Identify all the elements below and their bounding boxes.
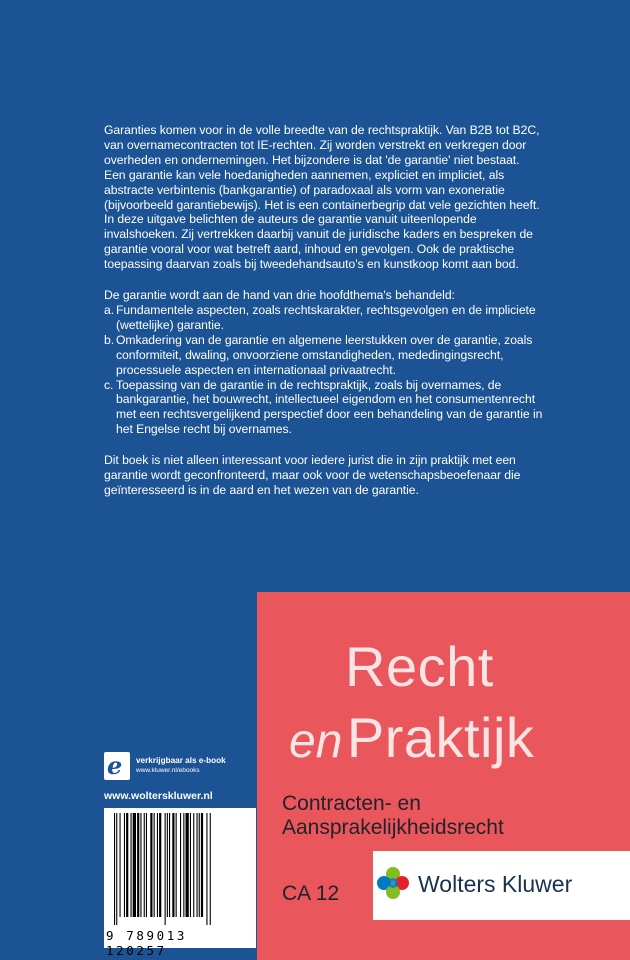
series-panel [257,592,630,960]
series-title-recht: Recht [345,635,494,698]
subject-line-2: Aansprakelijkheidsrecht [282,816,504,839]
barcode-bar [144,813,145,917]
theme-item [104,303,544,333]
barcode-bar [140,813,141,917]
barcode-bar [172,813,174,917]
ebook-availability: verkrijgbaar als e-book [136,756,226,765]
theme-text: Toepassing van de garantie in de rechtspraktijk, zoals bij overnames, de bankgarantie, het bouwrecht, intellectueel eigendom en het consumentenrecht met een rechtsvergelijkend perspectief door een behandeling van de garantie in het Engelse recht bij overnames. [116,377,543,437]
blurb-closing: Dit boek is niet alleen interessant voor iedere jurist die in zijn praktijk met een garantie wordt geconfronteerd, maar ook voor de wetenschapsbeoefenaar die geïnteresseerd is in de aard en het wezen van de garantie. [104,453,521,497]
barcode-bar [193,813,194,917]
barcode-bar [190,813,191,917]
barcode-bar [197,813,198,917]
theme-label: a. [104,302,115,317]
publisher-logo-box [373,851,630,920]
barcode-bar [180,813,181,917]
theme-item [104,378,544,438]
barcode-bar [206,813,207,925]
theme-label: b. [104,332,115,347]
subject-title [282,792,504,840]
series-title-en: en [289,715,343,768]
blurb-intro: Garanties komen voor in de volle breedte van de rechtspraktijk. Van B2B tot B2C, van overnamecontracten tot IE-rechten. Zij worden verstrekt en verkregen door overheden en ondernemingen. Het bijzondere is dat 'de garantie' niet bestaat. Een garantie kan vele hoedanigheden aannemen, expliciet en impliciet, als abstracte verbintenis (bankgarantie) of paradoxaal als vorm van exoneratie (bijvoorbeeld garantiebewijs). Het is een containerbegrip dat vele gezichten heeft. In deze uitgave belichten de auteurs de garantie vanuit uiteenlopende invalshoeken. Zij vertrekken daarbij vanuit de juridische kaders en bespreken de garantie vooral voor wat betreft aard, inhoud en gevolgen. Ook de praktische toepassing daarvan zoals bij tweedehandsauto's en kunstkoop komt aan bod. [104,123,540,272]
barcode-bar [201,813,203,917]
theme-text: Fundamentele aspecten, zoals rechtskarakter, rechtsgevolgen en de impliciete (wettelijke) garantie. [116,302,536,332]
theme-item [104,333,544,378]
volume-code: CA 12 [282,882,340,905]
barcode-bar [176,813,177,917]
barcode-bar [120,813,121,917]
barcode-bar [124,813,125,917]
barcode-bars [114,813,246,925]
barcode-bar [150,813,152,917]
theme-text: Omkadering van de garantie en algemene leerstukken over de garantie, zoals conformiteit, dwaling, onvoorziene omstandigheden, mededingingsrecht, processuele aspecten en internationaal privaatrecht. [116,332,533,377]
barcode-bar [146,813,147,917]
barcode-bar [165,813,166,925]
series-title-praktijk: Praktijk [346,706,535,769]
publisher-website: www.wolterskluwer.nl [104,790,213,802]
isbn-barcode [104,808,256,958]
publisher-name: Wolters Kluwer [418,871,573,897]
themes-intro: De garantie wordt aan de hand van drie hoofdthema's behandeld: [104,288,455,303]
ebook-notice [104,752,254,780]
ebook-icon [104,752,130,780]
barcode-bar [154,813,155,917]
barcode-digits: 9 789013 120257 [106,928,188,958]
barcode-bar [186,813,189,917]
barcode-bar [114,813,115,925]
themes-list [104,303,544,437]
barcode-bar [133,813,136,917]
series-title-line2 [289,705,534,770]
barcode-bar [126,813,128,917]
back-cover-blurb [104,123,544,514]
barcode-bar [137,813,139,917]
theme-label: c. [104,377,114,392]
barcode-bar [210,813,211,925]
barcode-bar [169,813,170,917]
ebook-icon-letter: e [107,751,123,780]
barcode-bar [116,813,117,925]
barcode-bar [131,813,132,917]
barcode-bar [199,813,200,917]
barcode-bar [167,813,168,917]
barcode-bar [183,813,184,917]
barcode-bar [157,813,158,917]
barcode-bar [159,813,161,917]
wolters-kluwer-logo-icon [373,861,413,909]
subject-line-1: Contracten- en [282,792,421,815]
ebook-url: www.kluwer.nl/ebooks [136,767,200,774]
